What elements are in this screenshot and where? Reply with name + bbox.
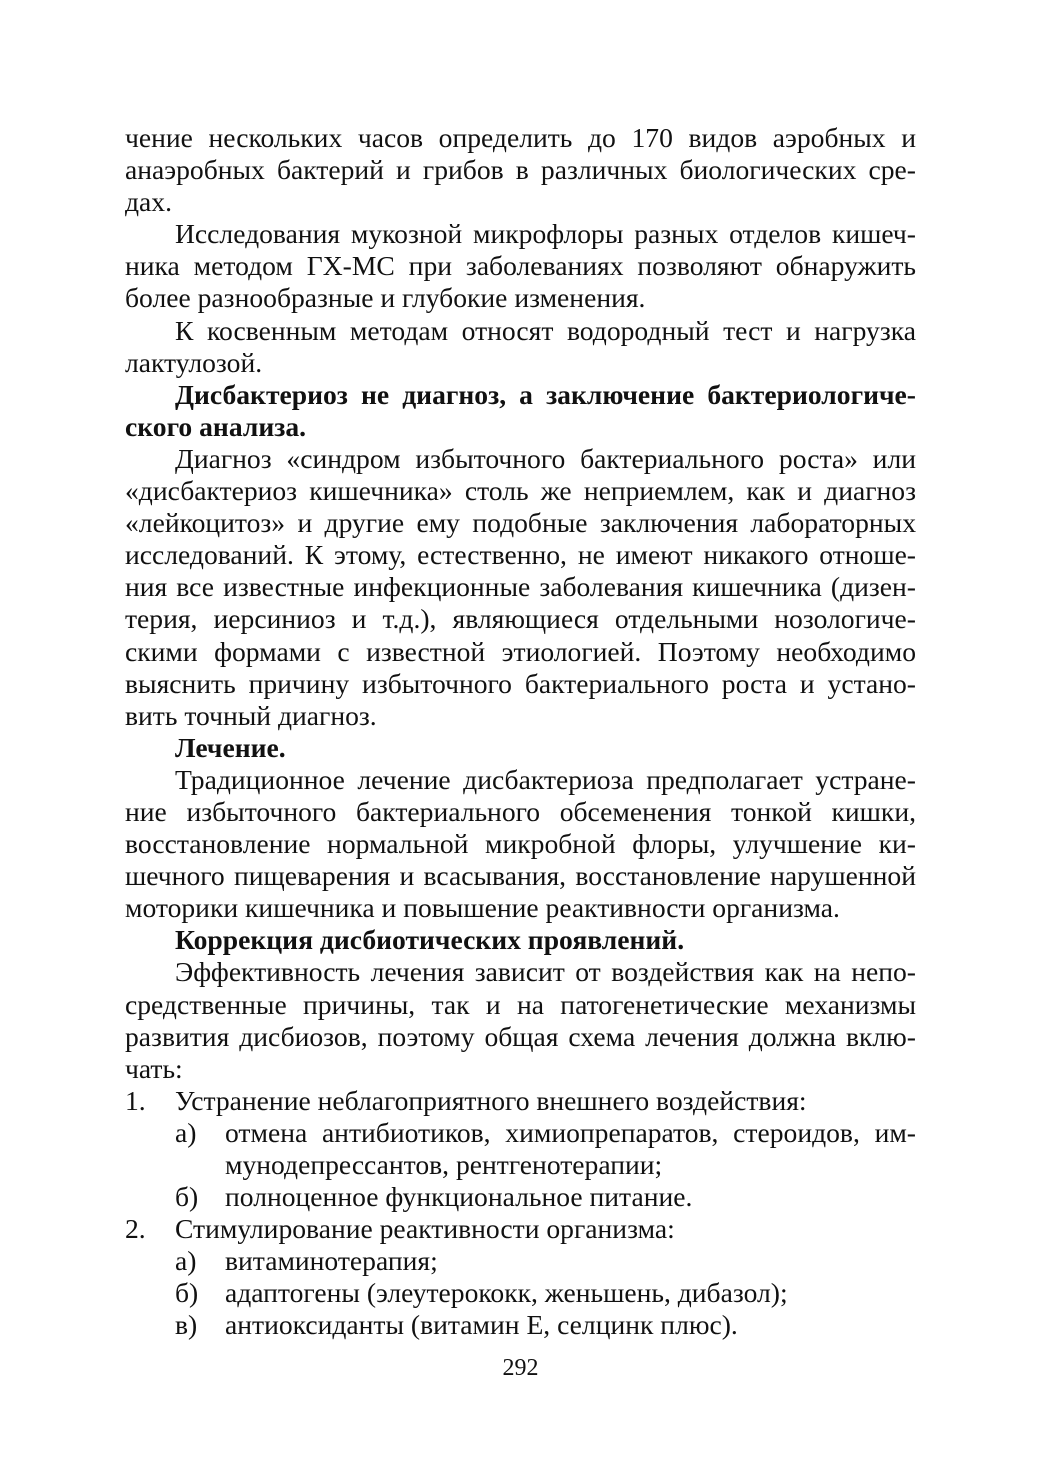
sub-list-item-text: отмена антибиотиков, химиопрепаратов, стероидов, им-мунодепрессантов, рентгенотерапии; — [225, 1116, 916, 1180]
paragraph-continuation: чение нескольких часов определить до 170 видов аэробных и анаэробных бактерий и грибов в различных биологических сре-дах. — [125, 122, 916, 218]
sub-list-item-text: адаптогены (элеутерококк, женьшень, дибазол); — [225, 1277, 788, 1309]
paragraph-gcms-research: Исследования мукозной микрофлоры разных отделов кишеч-ника методом ГХ-МС при заболеваниях позволяют обнаружить более разнообразные и глубокие изменения. — [125, 218, 916, 314]
treatment-scheme-list — [125, 1085, 916, 1342]
sub-list-item-text: полноценное функциональное питание. — [225, 1181, 693, 1213]
sub-list-marker: а) — [175, 1245, 197, 1277]
list-marker: 1. — [125, 1084, 146, 1116]
sub-list-marker: б) — [175, 1277, 199, 1309]
sub-list-item — [125, 1117, 916, 1181]
sub-list-marker: в) — [175, 1309, 198, 1341]
page-number: 292 — [502, 1355, 539, 1381]
sub-list-marker: а) — [175, 1116, 197, 1148]
list-item — [125, 1085, 916, 1117]
list-item — [125, 1213, 916, 1245]
sub-list-item — [125, 1181, 916, 1213]
list-item-text: Стимулирование реактивности организма: — [175, 1213, 675, 1245]
page-body — [125, 122, 916, 1342]
sub-list-marker: б) — [175, 1181, 199, 1213]
sub-list-item — [125, 1277, 916, 1309]
paragraph-traditional-treatment: Традиционное лечение дисбактериоза предполагает устране-ние избыточного бактериального обсеменения тонкой кишки, восстановление нормальной микробной флоры, улучшение ки-шечного пищеварения и всасывания, восстановление нарушенной моторики кишечника и повышение реактивности организма. — [125, 763, 916, 924]
list-marker: 2. — [125, 1213, 146, 1245]
paragraph-indirect-methods: К косвенным методам относят водородный тест и нагрузка лактулозой. — [125, 314, 916, 378]
heading-correction: Коррекция дисбиотических проявлений. — [175, 924, 685, 956]
sub-list-item — [125, 1245, 916, 1277]
heading-dysbacteriosis: Дисбактериоз не диагноз, а заключение бактериологиче-ского анализа. — [125, 378, 916, 442]
list-item-text: Устранение неблагоприятного внешнего воздействия: — [175, 1084, 807, 1116]
sub-list-item — [125, 1309, 916, 1341]
sub-list-item-text: витаминотерапия; — [225, 1245, 438, 1277]
paragraph-diagnosis: Диагноз «синдром избыточного бактериального роста» или «дисбактериоз кишечника» столь же неприемлем, как и диагноз «лейкоцитоз» и другие ему подобные заключения лабораторных исследований. К этому, естественно, не имеют никакого отноше-ния все известные инфекционные заболевания кишечника (дизен-терия, иерсиниоз и т.д.), являющиеся отдельными нозологиче-скими формами с известной этиологией. Поэтому необходимо выяснить причину избыточного бактериального роста и устано-вить точный диагноз. — [125, 442, 916, 731]
sub-list-item-text: антиоксиданты (витамин Е, селцинк плюс). — [225, 1309, 738, 1341]
paragraph-efficacy: Эффективность лечения зависит от воздействия как на непо-средственные причины, так и на патогенетические механизмы развития дисбиозов, поэтому общая схема лечения должна вклю-чать: — [125, 956, 916, 1084]
heading-treatment: Лечение. — [175, 731, 286, 763]
